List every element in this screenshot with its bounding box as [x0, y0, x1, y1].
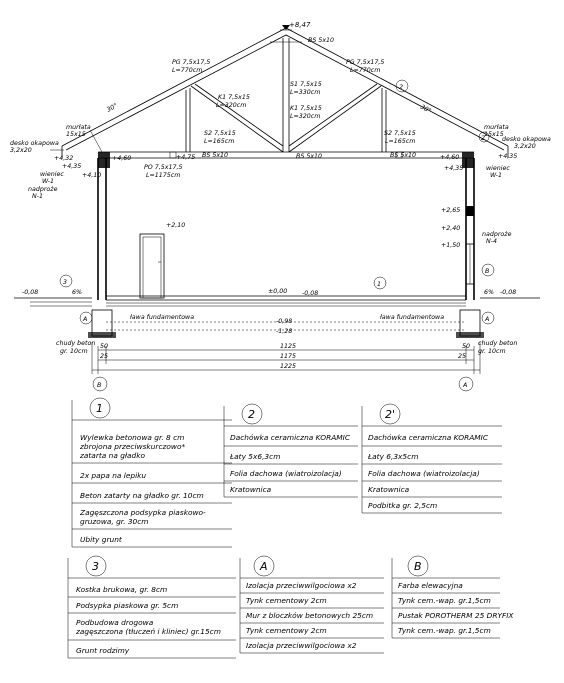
floor-levels [22, 288, 517, 355]
svg-text:L=165cm: L=165cm [204, 138, 235, 145]
svg-text:W-1: W-1 [42, 178, 55, 185]
svg-text:3,2x20: 3,2x20 [514, 143, 536, 150]
svg-text:L=330cm: L=330cm [290, 89, 321, 96]
svg-text:L=1175cm: L=1175cm [146, 172, 181, 179]
svg-text:30°: 30° [105, 102, 119, 114]
svg-text:15x15: 15x15 [484, 131, 504, 138]
svg-text:S2 7,5x15: S2 7,5x15 [384, 130, 416, 137]
svg-text:PG 7,5x17,5: PG 7,5x17,5 [346, 59, 385, 66]
svg-text:Tynk cem.-wap. gr.1,5cm: Tynk cem.-wap. gr.1,5cm [398, 596, 491, 605]
svg-text:Tynk cementowy 2cm: Tynk cementowy 2cm [246, 626, 327, 635]
svg-text:Podbudowa drogowa: Podbudowa drogowa [76, 618, 154, 627]
svg-text:Farba elewacyjna: Farba elewacyjna [398, 581, 463, 590]
svg-text:nadproże: nadproże [482, 231, 512, 238]
svg-text:wieniec: wieniec [40, 171, 64, 178]
svg-text:PG 7,5x17,5: PG 7,5x17,5 [172, 59, 211, 66]
svg-text:gruzowa, gr. 30cm: gruzowa, gr. 30cm [80, 517, 149, 526]
svg-text:Pustak POROTHERM 25 DRYFIX: Pustak POROTHERM 25 DRYFIX [398, 611, 514, 620]
svg-text:BS 5x10: BS 5x10 [202, 152, 229, 159]
svg-text:Kratownica: Kratownica [230, 485, 272, 494]
svg-text:B: B [414, 560, 422, 573]
svg-text:2': 2' [385, 408, 396, 421]
svg-text:gr. 10cm: gr. 10cm [60, 348, 88, 355]
svg-text:1: 1 [377, 281, 382, 288]
svg-text:+2,40: +2,40 [441, 225, 461, 232]
svg-text:BS 5x10: BS 5x10 [308, 37, 335, 44]
svg-text:N-4: N-4 [486, 238, 497, 245]
svg-text:L=770cm: L=770cm [350, 67, 381, 74]
svg-text:S1 7,5x15: S1 7,5x15 [290, 81, 322, 88]
svg-text:zagęszczona (tłuczeń i kliniec: zagęszczona (tłuczeń i kliniec) gr.15cm [76, 627, 221, 636]
svg-text:2: 2 [248, 408, 255, 421]
svg-text:B: B [485, 268, 490, 275]
svg-text:L=770cm: L=770cm [172, 67, 203, 74]
svg-text:Ubity grunt: Ubity grunt [80, 535, 122, 544]
right-eave-labels [440, 123, 551, 249]
callout-tags [60, 80, 494, 391]
svg-text:50: 50 [462, 343, 471, 350]
svg-text:Folia dachowa (wiatroizolacja): Folia dachowa (wiatroizolacja) [368, 469, 480, 478]
svg-text:Kostka brukowa, gr. 8cm: Kostka brukowa, gr. 8cm [76, 585, 168, 594]
svg-text:+2,10: +2,10 [166, 222, 186, 229]
svg-text:-0,08: -0,08 [302, 290, 319, 297]
svg-text:Łaty 5x6,3cm: Łaty 5x6,3cm [230, 452, 281, 461]
svg-text:2x papa na lepiku: 2x papa na lepiku [80, 471, 147, 480]
svg-text:Kratownica: Kratownica [368, 485, 410, 494]
svg-text:1125: 1125 [280, 343, 297, 350]
svg-text:Mur z bloczków betonowych 25cm: Mur z bloczków betonowych 25cm [246, 611, 374, 620]
svg-text:-0,08: -0,08 [22, 289, 39, 296]
svg-text:L=320cm: L=320cm [216, 102, 247, 109]
legend-A [240, 556, 384, 653]
svg-text:Beton zatarty na gładko gr. 10: Beton zatarty na gładko gr. 10cm [80, 491, 204, 500]
svg-text:+4,60: +4,60 [112, 155, 132, 162]
svg-text:+4,32: +4,32 [54, 155, 74, 162]
svg-text:A: A [260, 560, 268, 573]
svg-text:L=320cm: L=320cm [290, 113, 321, 120]
svg-text:25: 25 [458, 353, 467, 360]
roof-truss [62, 28, 508, 158]
svg-text:gr. 10cm: gr. 10cm [478, 348, 506, 355]
svg-text:Wylewka betonowa gr. 8 cm: Wylewka betonowa gr. 8 cm [80, 433, 185, 442]
svg-text:-0,98: -0,98 [276, 318, 293, 325]
svg-text:2: 2 [399, 84, 404, 91]
svg-text:BS 5x10: BS 5x10 [296, 153, 323, 160]
svg-text:wieniec: wieniec [486, 165, 510, 172]
svg-text:zbrojona przeciwskurczowo*: zbrojona przeciwskurczowo* [80, 442, 186, 451]
svg-text:chudy beton: chudy beton [478, 340, 518, 347]
svg-text:nadproże: nadproże [28, 186, 58, 193]
svg-text:Podbitka gr. 2,5cm: Podbitka gr. 2,5cm [368, 501, 438, 510]
svg-text:Dachówka ceramiczna KORAMIC: Dachówka ceramiczna KORAMIC [230, 433, 351, 442]
svg-text:-0,08: -0,08 [500, 289, 517, 296]
svg-text:murłata: murłata [66, 124, 91, 131]
svg-text:3: 3 [92, 560, 99, 573]
svg-text:Łaty 6,3x5cm: Łaty 6,3x5cm [368, 452, 419, 461]
svg-text:B: B [97, 382, 102, 389]
svg-text:A: A [463, 382, 468, 389]
svg-text:murłata: murłata [484, 124, 509, 131]
door [140, 222, 185, 298]
svg-text:15x15: 15x15 [66, 131, 86, 138]
svg-text:±0,00: ±0,00 [268, 288, 288, 295]
svg-text:+4,35: +4,35 [498, 153, 518, 160]
svg-text:K1 7,5x15: K1 7,5x15 [290, 105, 322, 112]
legend-B [392, 556, 514, 638]
svg-text:6%: 6% [484, 289, 494, 296]
svg-text:Zagęszczona podsypka piaskowo-: Zagęszczona podsypka piaskowo- [80, 508, 206, 517]
legend-1 [72, 398, 232, 547]
svg-text:A: A [485, 316, 490, 323]
svg-text:+4,75: +4,75 [176, 154, 196, 161]
svg-text:6%: 6% [72, 289, 82, 296]
svg-text:K1 7,5x15: K1 7,5x15 [218, 94, 250, 101]
svg-text:Folia dachowa (wiatroizolacja): Folia dachowa (wiatroizolacja) [230, 469, 342, 478]
svg-text:Podsypka piaskowa gr. 5cm: Podsypka piaskowa gr. 5cm [76, 601, 179, 610]
svg-text:25: 25 [100, 353, 109, 360]
svg-text:+2,65: +2,65 [441, 207, 461, 214]
svg-text:+4,60: +4,60 [440, 154, 460, 161]
svg-text:Tynk cementowy 2cm: Tynk cementowy 2cm [246, 596, 327, 605]
svg-text:+1,50: +1,50 [441, 242, 461, 249]
svg-text:2: 2 [481, 135, 486, 142]
legend-2-prime [362, 404, 502, 513]
svg-text:30°: 30° [419, 103, 433, 116]
svg-text:3,2x20: 3,2x20 [10, 147, 32, 154]
svg-text:Izolacja przeciwwilgociowa x2: Izolacja przeciwwilgociowa x2 [246, 641, 357, 650]
svg-text:-1,28: -1,28 [276, 328, 293, 335]
legend-3 [68, 556, 236, 658]
dimensions [92, 342, 480, 374]
svg-text:+4,35: +4,35 [62, 163, 82, 170]
svg-text:L=165cm: L=165cm [385, 138, 416, 145]
svg-text:+4,10: +4,10 [82, 172, 102, 179]
svg-text:PO 7,5x17,5: PO 7,5x17,5 [144, 164, 183, 171]
svg-text:W-1: W-1 [490, 172, 503, 179]
svg-text:zatarta na gładko: zatarta na gładko [80, 451, 146, 460]
svg-text:chudy beton: chudy beton [56, 340, 96, 347]
svg-text:1225: 1225 [280, 363, 297, 370]
svg-text:desko okapowa: desko okapowa [502, 136, 551, 143]
svg-text:A: A [83, 316, 88, 323]
svg-text:1175: 1175 [280, 353, 297, 360]
svg-text:Grunt rodzimy: Grunt rodzimy [76, 646, 130, 655]
svg-text:N-1: N-1 [32, 193, 43, 200]
ridge-level-text: +8,47 [289, 21, 311, 29]
legend-2 [224, 404, 358, 497]
svg-text:S2 7,5x15: S2 7,5x15 [204, 130, 236, 137]
svg-text:Izolacja przeciwwilgociowa x2: Izolacja przeciwwilgociowa x2 [246, 581, 357, 590]
svg-text:50: 50 [100, 343, 109, 350]
svg-text:desko okapowa: desko okapowa [10, 140, 59, 147]
svg-text:Tynk cem.-wap. gr.1,5cm: Tynk cem.-wap. gr.1,5cm [398, 626, 491, 635]
svg-text:+4,35: +4,35 [444, 165, 464, 172]
svg-text:ława fundamentowa: ława fundamentowa [380, 314, 445, 321]
svg-text:Dachówka ceramiczna KORAMIC: Dachówka ceramiczna KORAMIC [368, 433, 489, 442]
svg-text:1: 1 [96, 402, 103, 415]
svg-text:BS 5x10: BS 5x10 [390, 152, 417, 159]
svg-text:3: 3 [63, 279, 68, 286]
svg-text:ława fundamentowa: ława fundamentowa [130, 314, 195, 321]
